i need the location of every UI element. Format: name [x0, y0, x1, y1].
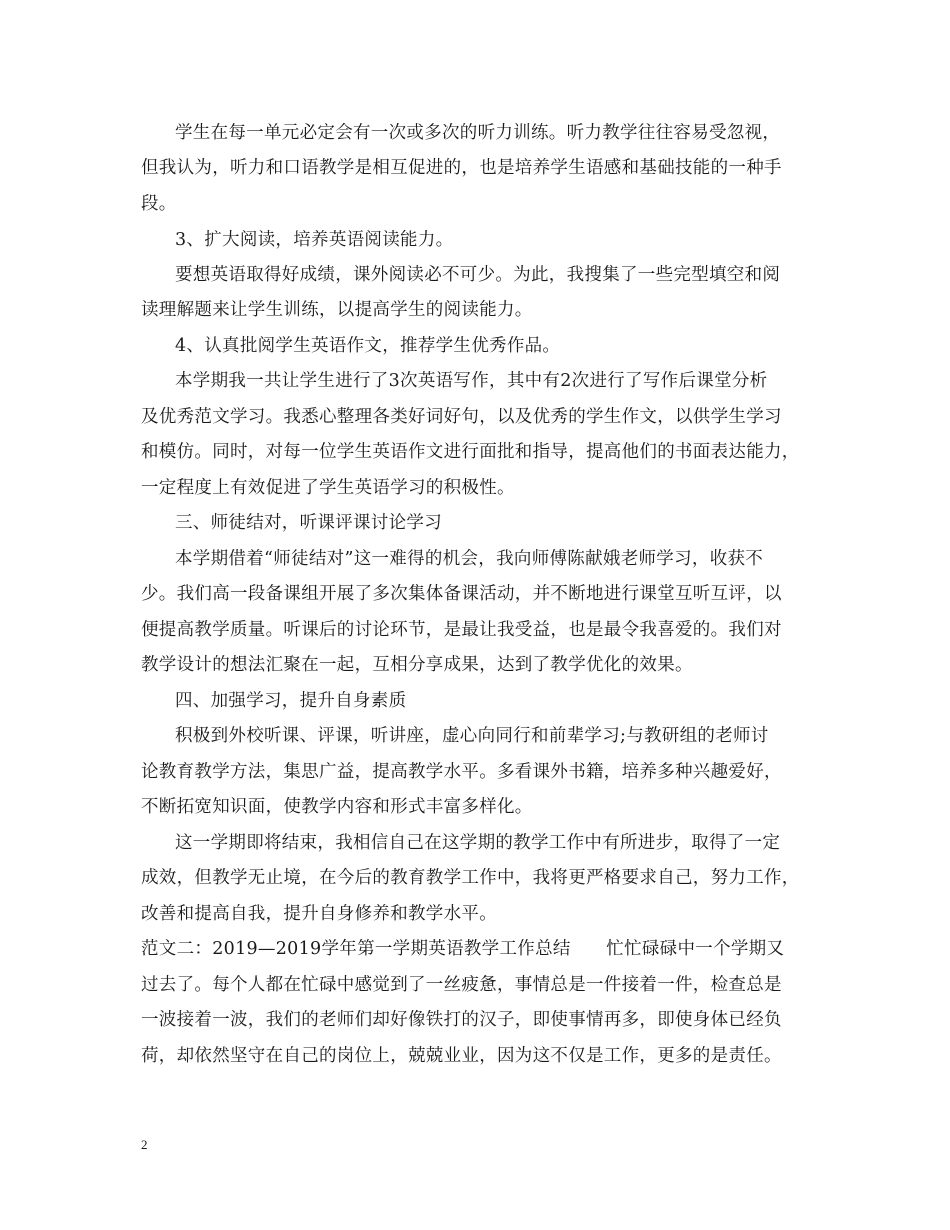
text-line: 和模仿。同时，对每一位学生英语作文进行面批和指导，提高他们的书面表达能力，: [141, 442, 800, 462]
text-line: 本学期我一共让学生进行了3次英语写作，其中有2次进行了写作后课堂分析: [175, 371, 768, 391]
text-line: 本学期借着“师徒结对”这一难得的机会，我向师傅陈献娥老师学习，收获不: [175, 549, 764, 569]
text-line: 过去了。每个人都在忙碌中感觉到了一丝疲惫，事情总是一件接着一件，检查总是: [141, 975, 782, 995]
text-line: 一波接着一波，我们的老师们却好像铁打的汉子，即使事情再多，即使身体已经负: [141, 1010, 782, 1030]
text-line: 学生在每一单元必定会有一次或多次的听力训练。听力教学往往容易受忽视，: [175, 123, 781, 143]
text-line: 成效，但教学无止境，在今后的教育教学工作中，我将更严格要求自己，努力工作，: [141, 868, 800, 888]
text-line: 积极到外校听课、评课，听讲座，虚心向同行和前辈学习;与教研组的老师讨: [175, 726, 769, 746]
section-heading: 4、认真批阅学生英语作文，推荐学生优秀作品。: [175, 336, 561, 356]
text-line: 改善和提高自我，提升自身修养和教学水平。: [141, 904, 497, 924]
text-line: 论教育教学方法，集思广益，提高教学水平。多看课外书籍，培养多种兴趣爱好，: [141, 762, 782, 782]
text-line: 便提高教学质量。听课后的讨论环节，是最让我受益，也是最令我喜爱的。我们对: [141, 620, 782, 640]
text-line: 及优秀范文学习。我悉心整理各类好词好句，以及优秀的学生作文，以供学生学习: [141, 407, 782, 427]
text-line: 读理解题来让学生训练，以提高学生的阅读能力。: [141, 300, 533, 320]
text-line: 荷，却依然坚守在自己的岗位上，兢兢业业，因为这不仅是工作，更多的是责任。: [141, 1046, 782, 1066]
text-line: 但我认为，听力和口语教学是相互促进的，也是培养学生语感和基础技能的一种手: [141, 158, 782, 178]
section-heading: 三、师徒结对，听课评课讨论学习: [175, 513, 442, 533]
section-heading: 四、加强学习，提升自身素质: [175, 691, 407, 711]
text-line: 段。: [141, 194, 177, 214]
text-line: 一定程度上有效促进了学生英语学习的积极性。: [141, 478, 515, 498]
page-number: 2: [141, 1137, 148, 1152]
text-line: 教学设计的想法汇聚在一起，互相分享成果，达到了教学优化的效果。: [141, 655, 693, 675]
text-line: 这一学期即将结束，我相信自己在这学期的教学工作中有所进步，取得了一定: [175, 833, 781, 853]
text-line: 少。我们高一段备课组开展了多次集体备课活动，并不断地进行课堂互听互评，以: [141, 584, 782, 604]
text-line: 不断拓宽知识面，使教学内容和形式丰富多样化。: [141, 797, 533, 817]
text-line: 要想英语取得好成绩，课外阅读必不可少。为此，我搜集了一些完型填空和阅: [175, 265, 781, 285]
section-heading: 3、扩大阅读，培养英语阅读能力。: [175, 230, 454, 250]
text-line: 范文二：2019—2019学年第一学期英语教学工作总结 忙忙碌碌中一个学期又: [141, 939, 785, 959]
